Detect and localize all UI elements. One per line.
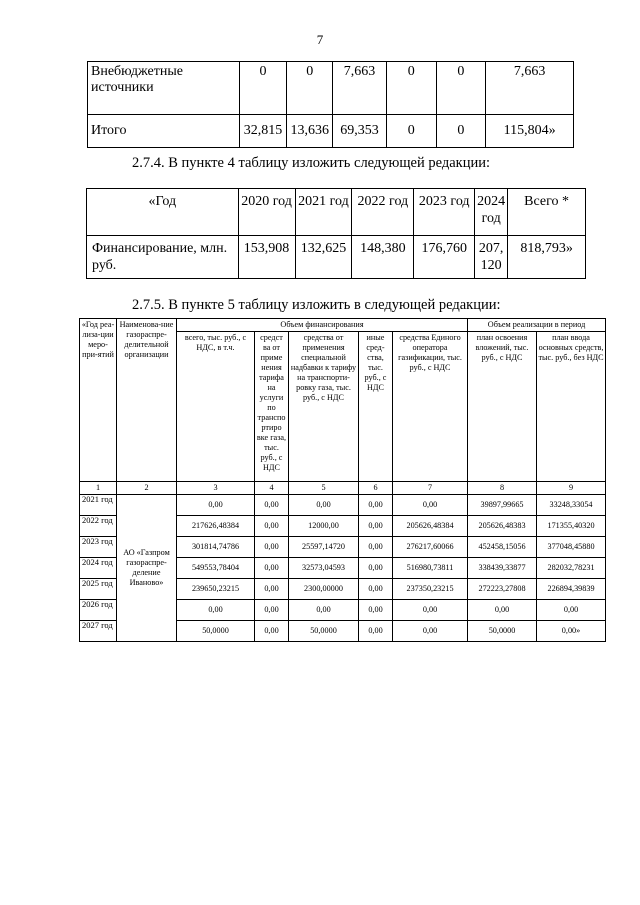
year-cell: 2024 год bbox=[80, 558, 117, 579]
financing-by-year-table bbox=[86, 188, 586, 279]
cell-value: 0,00 bbox=[537, 600, 606, 621]
column-number: 2 bbox=[117, 482, 177, 495]
header-cell: 2021 год bbox=[295, 189, 352, 236]
row-label: Финансирование, млн. руб. bbox=[87, 236, 239, 279]
table-row bbox=[88, 115, 574, 148]
cell-value: 0,00 bbox=[289, 495, 359, 516]
header-c9: план ввода основных средств, тыс. руб., без НДС bbox=[537, 332, 606, 482]
cell-value: 377048,45880 bbox=[537, 537, 606, 558]
cell-value: 50,0000 bbox=[177, 621, 255, 642]
paragraph-2-7-5: 2.7.5. В пункте 5 таблицу изложить в следующей редакции: bbox=[132, 297, 501, 313]
cell-value: 25597,14720 bbox=[289, 537, 359, 558]
table-header-row bbox=[80, 319, 606, 332]
page-number: 7 bbox=[316, 32, 324, 47]
org-name-cell: АО «Газпром газораспре-деление Иваново» bbox=[117, 495, 177, 642]
cell-value: 148,380 bbox=[352, 236, 414, 279]
cell-value: 176,760 bbox=[414, 236, 475, 279]
cell-value: 205626,48384 bbox=[393, 516, 468, 537]
header-realization: Объем реализации в период bbox=[468, 319, 606, 332]
header-cell: 2020 год bbox=[238, 189, 295, 236]
table-row bbox=[80, 495, 606, 516]
header-c5: средства от применения специальной надбавки к тарифу на транспорти-ровку газа, тыс. руб., с НДС bbox=[289, 332, 359, 482]
cell-value: 0,00 bbox=[255, 537, 289, 558]
cell-value: 549553,78404 bbox=[177, 558, 255, 579]
cell-value: 32,815 bbox=[239, 115, 287, 148]
column-number: 3 bbox=[177, 482, 255, 495]
cell-value: 0 bbox=[239, 62, 287, 115]
cell-value: 115,804» bbox=[486, 115, 574, 148]
cell-value: 153,908 bbox=[238, 236, 295, 279]
year-cell: 2025 год bbox=[80, 579, 117, 600]
cell-value: 237350,23215 bbox=[393, 579, 468, 600]
cell-value: 50,0000 bbox=[468, 621, 537, 642]
cell-value: 0,00» bbox=[537, 621, 606, 642]
cell-value: 272223,27808 bbox=[468, 579, 537, 600]
cell-value: 0,00 bbox=[255, 579, 289, 600]
header-cell: Всего * bbox=[508, 189, 586, 236]
column-number: 8 bbox=[468, 482, 537, 495]
header-financing: Объем финансирования bbox=[177, 319, 468, 332]
cell-value: 7,663 bbox=[486, 62, 574, 115]
cell-value: 282032,78231 bbox=[537, 558, 606, 579]
column-number: 9 bbox=[537, 482, 606, 495]
table-header-row bbox=[87, 189, 586, 236]
cell-value: 0,00 bbox=[359, 537, 393, 558]
row-label: Итого bbox=[88, 115, 240, 148]
header-c3: всего, тыс. руб., с НДС, в т.ч. bbox=[177, 332, 255, 482]
cell-value: 0,00 bbox=[255, 558, 289, 579]
cell-value: 452458,15056 bbox=[468, 537, 537, 558]
cell-value: 818,793» bbox=[508, 236, 586, 279]
header-org: Наименова-ние газораспре-делительной организации bbox=[117, 319, 177, 482]
cell-value: 0 bbox=[386, 62, 436, 115]
cell-value: 0,00 bbox=[255, 621, 289, 642]
cell-value: 0 bbox=[436, 115, 486, 148]
cell-value: 0,00 bbox=[359, 621, 393, 642]
cell-value: 0,00 bbox=[359, 600, 393, 621]
header-c4: средст ва от приме нения тарифа на услуги по транспо ртиро вке газа, тыс. руб., с НДС bbox=[255, 332, 289, 482]
cell-value: 0 bbox=[436, 62, 486, 115]
header-c6: иные сред-ства, тыс. руб., с НДС bbox=[359, 332, 393, 482]
cell-value: 0,00 bbox=[177, 600, 255, 621]
cell-value: 207, 120 bbox=[475, 236, 508, 279]
implementation-plan-table bbox=[79, 318, 606, 642]
cell-value: 226894,39839 bbox=[537, 579, 606, 600]
column-number: 7 bbox=[393, 482, 468, 495]
cell-value: 0,00 bbox=[468, 600, 537, 621]
cell-value: 276217,60066 bbox=[393, 537, 468, 558]
cell-value: 0,00 bbox=[359, 516, 393, 537]
header-c8: план освоения вложений, тыс. руб., с НДС bbox=[468, 332, 537, 482]
cell-value: 132,625 bbox=[295, 236, 352, 279]
cell-value: 0,00 bbox=[255, 600, 289, 621]
header-cell: «Год bbox=[87, 189, 239, 236]
cell-value: 0,00 bbox=[177, 495, 255, 516]
paragraph-2-7-4: 2.7.4. В пункте 4 таблицу изложить следующей редакции: bbox=[132, 155, 491, 171]
cell-value: 171355,40320 bbox=[537, 516, 606, 537]
table-row bbox=[88, 62, 574, 115]
year-cell: 2027 год bbox=[80, 621, 117, 642]
header-c7: средства Единого оператора газификации, тыс. руб., с НДС bbox=[393, 332, 468, 482]
cell-value: 69,353 bbox=[332, 115, 386, 148]
year-cell: 2021 год bbox=[80, 495, 117, 516]
cell-value: 12000,00 bbox=[289, 516, 359, 537]
cell-value: 239650,23215 bbox=[177, 579, 255, 600]
cell-value: 0,00 bbox=[255, 495, 289, 516]
column-number: 1 bbox=[80, 482, 117, 495]
cell-value: 33248,33054 bbox=[537, 495, 606, 516]
cell-value: 217626,48384 bbox=[177, 516, 255, 537]
cell-value: 338439,33877 bbox=[468, 558, 537, 579]
header-cell: 2024 год bbox=[475, 189, 508, 236]
column-number: 4 bbox=[255, 482, 289, 495]
cell-value: 2300,00000 bbox=[289, 579, 359, 600]
row-label: Внебюджетные источники bbox=[88, 62, 240, 115]
cell-value: 32573,04593 bbox=[289, 558, 359, 579]
column-number: 6 bbox=[359, 482, 393, 495]
cell-value: 0 bbox=[287, 62, 333, 115]
cell-value: 301814,74786 bbox=[177, 537, 255, 558]
cell-value: 13,636 bbox=[287, 115, 333, 148]
header-year: «Год реа-лиза-ции меро-при-ятий bbox=[80, 319, 117, 482]
header-cell: 2023 год bbox=[414, 189, 475, 236]
cell-value: 7,663 bbox=[332, 62, 386, 115]
cell-value: 0,00 bbox=[359, 495, 393, 516]
header-cell: 2022 год bbox=[352, 189, 414, 236]
cell-value: 39897,99665 bbox=[468, 495, 537, 516]
cell-value: 50,0000 bbox=[289, 621, 359, 642]
table-row bbox=[87, 236, 586, 279]
cell-value: 0 bbox=[386, 115, 436, 148]
cell-value: 205626,48383 bbox=[468, 516, 537, 537]
year-cell: 2022 год bbox=[80, 516, 117, 537]
year-cell: 2026 год bbox=[80, 600, 117, 621]
cell-value: 0,00 bbox=[393, 600, 468, 621]
year-cell: 2023 год bbox=[80, 537, 117, 558]
cell-value: 0,00 bbox=[289, 600, 359, 621]
cell-value: 0,00 bbox=[393, 495, 468, 516]
column-number-row bbox=[80, 482, 606, 495]
column-number: 5 bbox=[289, 482, 359, 495]
cell-value: 0,00 bbox=[393, 621, 468, 642]
funding-sources-table bbox=[87, 61, 574, 148]
cell-value: 516980,73811 bbox=[393, 558, 468, 579]
cell-value: 0,00 bbox=[359, 558, 393, 579]
cell-value: 0,00 bbox=[359, 579, 393, 600]
cell-value: 0,00 bbox=[255, 516, 289, 537]
